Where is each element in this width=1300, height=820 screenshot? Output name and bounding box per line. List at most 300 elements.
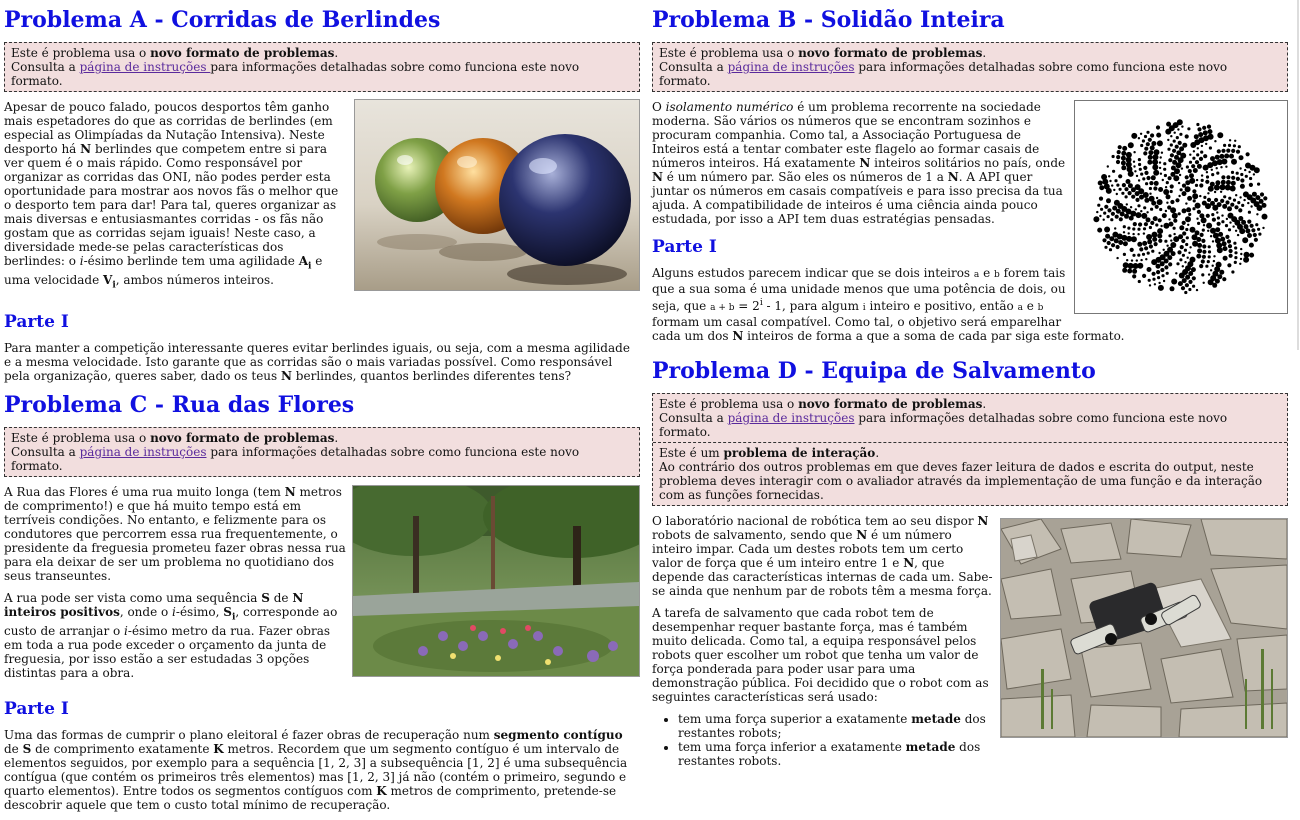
var: N — [859, 156, 871, 170]
spiral-dot — [1166, 202, 1168, 204]
bold-text: N inteiros positivos — [4, 590, 304, 619]
spiral-dot — [1193, 199, 1196, 202]
spiral-dot — [1207, 260, 1210, 263]
spiral-dot — [1128, 142, 1134, 148]
spiral-dot — [1255, 223, 1258, 226]
spiral-dot — [1123, 231, 1125, 233]
spiral-dot — [1104, 246, 1107, 249]
spiral-dot — [1201, 273, 1204, 276]
text: metros de comprimento!) e que há muito tempo está em terríveis condições. No entanto, e felizmente para os condutores que percorrem essa rua frequentemente, o presidente da freguesia prometeu fazer obras nessa rua para ela deixar de ser um problema no quotidiano dos seus transeuntes. — [4, 484, 346, 583]
spiral-dot — [1231, 176, 1235, 180]
spiral-dot — [1109, 180, 1111, 182]
spiral-dot — [1189, 246, 1191, 248]
var: S — [223, 604, 232, 619]
spiral-dot — [1112, 206, 1117, 211]
spiral-dot — [1196, 218, 1198, 220]
text: formam um casal compatível. Como tal, o objetivo será emparelhar cada um dos — [652, 315, 1062, 343]
spiral-dot — [1157, 228, 1163, 234]
var: S — [22, 742, 32, 757]
spiral-dot — [1140, 210, 1142, 212]
spiral-dot — [1237, 201, 1240, 204]
spiral-dot — [1230, 186, 1236, 192]
spiral-dot — [1111, 243, 1115, 247]
spiral-dot — [1202, 250, 1206, 254]
spiral-dot — [1189, 173, 1194, 178]
spiral-dot — [1249, 253, 1254, 258]
spiral-dot — [1178, 281, 1183, 286]
spiral-dot — [1217, 149, 1221, 153]
spiral-dot — [1229, 139, 1231, 141]
notice-text: . — [875, 446, 880, 460]
spiral-dot — [1212, 265, 1214, 267]
notice-text: Consulta a — [659, 60, 728, 74]
spiral-dot — [1170, 135, 1172, 137]
spiral-dot — [1240, 184, 1245, 189]
spiral-dot — [1182, 221, 1186, 225]
spiral-dot — [1137, 242, 1142, 247]
spiral-dot — [1166, 181, 1169, 184]
spiral-dot — [1193, 150, 1195, 152]
text: - 1, para algum — [762, 299, 863, 313]
spiral-dot — [1127, 227, 1130, 230]
spiral-dot — [1180, 188, 1183, 191]
var: i — [124, 624, 128, 639]
spiral-dot — [1111, 184, 1113, 186]
spiral-dot — [1116, 257, 1118, 259]
spiral-dot — [1163, 189, 1169, 195]
spiral-dot — [1098, 181, 1103, 186]
spiral-dot — [1117, 150, 1121, 154]
spiral-dot — [1208, 255, 1211, 258]
spiral-dot — [1182, 143, 1187, 148]
spiral-dot — [1119, 188, 1122, 191]
spiral-dot — [1181, 167, 1183, 169]
spiral-dot — [1159, 161, 1161, 163]
spiral-dot — [1213, 255, 1215, 257]
spiral-dot — [1215, 180, 1220, 185]
spiral-dot — [1240, 248, 1242, 250]
spiral-dot — [1196, 237, 1201, 242]
spiral-dot — [1196, 179, 1198, 181]
spiral-dot — [1163, 162, 1166, 165]
spiral-dot — [1221, 175, 1225, 179]
spiral-dot — [1251, 228, 1255, 232]
text: = 2 — [734, 299, 760, 313]
spiral-dot — [1174, 155, 1179, 160]
spiral-dot — [1151, 250, 1154, 253]
spiral-dot — [1133, 161, 1135, 163]
spiral-dot — [1202, 244, 1206, 248]
spiral-dot — [1138, 222, 1142, 226]
spiral-dot — [1248, 171, 1250, 173]
spiral-dot — [1254, 238, 1258, 242]
spiral-dot — [1220, 191, 1222, 193]
spiral-dot — [1210, 156, 1215, 161]
spiral-dot — [1229, 154, 1234, 159]
spiral-dot — [1157, 199, 1163, 205]
spiral-dot — [1246, 152, 1250, 156]
spiral-dot — [1234, 246, 1237, 249]
spiral-dot — [1112, 232, 1118, 238]
problem-c-title: Problema C - Rua das Flores — [4, 391, 355, 418]
spiral-dot — [1150, 133, 1154, 137]
spiral-dot — [1235, 194, 1237, 196]
spiral-dot — [1201, 174, 1203, 176]
spiral-dot — [1236, 150, 1240, 154]
spiral-dot — [1173, 227, 1176, 230]
spiral-dot — [1111, 212, 1115, 216]
spiral-dot — [1227, 263, 1231, 267]
spiral-dot — [1184, 291, 1187, 294]
spiral-dot — [1177, 250, 1181, 254]
spiral-dot — [1144, 198, 1149, 203]
spiral-dot — [1140, 133, 1142, 135]
spiral-dot — [1165, 210, 1167, 212]
spiral-dot — [1149, 196, 1155, 202]
var: b — [994, 270, 1000, 280]
spiral-dot — [1233, 144, 1236, 147]
spiral-dot — [1110, 218, 1113, 221]
text: A Rua das Flores é uma rua muito longa (tem — [4, 484, 285, 499]
spiral-dot — [1166, 194, 1171, 199]
spiral-dot — [1102, 238, 1106, 242]
text: A rua pode ser vista como uma sequência — [4, 590, 262, 605]
spiral-dot — [1173, 219, 1177, 223]
spiral-dot — [1167, 255, 1172, 260]
problem-b-title: Problema B - Solidão Inteira — [652, 7, 1005, 33]
spiral-dot — [1250, 205, 1252, 207]
spiral-dot — [1263, 196, 1267, 200]
spiral-dot — [1181, 239, 1185, 243]
spiral-dot — [1144, 246, 1148, 250]
spiral-dot — [1207, 198, 1211, 202]
spiral-dot — [1196, 254, 1201, 259]
notice-bold: problema de interação — [723, 446, 876, 460]
text: e — [1022, 299, 1038, 313]
spiral-dot — [1156, 133, 1161, 138]
spiral-dot — [1213, 260, 1215, 262]
spiral-dot — [1122, 146, 1127, 151]
spiral-dot — [1260, 192, 1264, 196]
spiral-dot — [1250, 224, 1254, 228]
text: inteiro e positivo, então — [865, 299, 1018, 313]
spiral-dot — [1219, 154, 1224, 159]
spiral-dot — [1106, 198, 1111, 203]
spiral-dot — [1168, 176, 1172, 180]
spiral-dot — [1207, 230, 1209, 232]
spiral-dot — [1164, 240, 1167, 243]
spiral-dot — [1159, 167, 1161, 169]
spiral-dot — [1140, 259, 1142, 261]
spiral-dot — [1132, 274, 1136, 278]
spiral-dot — [1249, 177, 1252, 180]
spiral-dot — [1160, 268, 1164, 272]
spiral-dot — [1179, 273, 1185, 279]
text: é um número par. São eles os números de 1 a — [662, 170, 948, 184]
spiral-dot — [1126, 259, 1128, 261]
spiral-dot — [1142, 274, 1146, 278]
spiral-dot — [1234, 261, 1237, 264]
spiral-dot — [1256, 213, 1258, 215]
notice-bold: novo formato de problemas — [798, 397, 983, 411]
spiral-dot — [1197, 243, 1202, 248]
text: Para manter a competição interessante queres evitar berlindes iguais, ou seja, com a mesma agilidade e a mesma velocidade. Isto garante que as corridas são o mais variadas possível. Como responsável pela organização, queres saber, dado os teus — [4, 340, 630, 383]
spiral-dot — [1222, 241, 1227, 246]
spiral-dot — [1149, 193, 1151, 195]
spiral-dot — [1133, 222, 1137, 226]
spiral-dot — [1097, 204, 1100, 207]
spiral-dot — [1152, 278, 1155, 281]
text: de — [4, 742, 23, 757]
spiral-dot — [1143, 206, 1146, 209]
spiral-dot — [1198, 132, 1203, 137]
spiral-dot — [1231, 171, 1234, 174]
spiral-dot — [1121, 165, 1126, 170]
spiral-dot — [1143, 232, 1145, 234]
spiral-dot — [1229, 221, 1231, 223]
spiral-dot — [1115, 215, 1119, 219]
spiral-dot — [1192, 207, 1195, 210]
spiral-dot — [1247, 202, 1249, 204]
spiral-dot — [1176, 136, 1179, 139]
spiral-dot — [1147, 160, 1152, 165]
spiral-dot — [1208, 129, 1213, 134]
spiral-dot — [1146, 234, 1152, 240]
spiral-dot — [1240, 173, 1243, 176]
var: i — [172, 604, 176, 619]
spiral-dot — [1197, 222, 1200, 225]
var: i — [79, 254, 84, 268]
var: a — [1017, 303, 1023, 313]
spiral-dot — [1170, 190, 1173, 193]
spiral-dot — [1187, 224, 1189, 226]
spiral-dot — [1230, 203, 1234, 207]
text: , que depende das características internas de cada um. Sabe-se ainda que nenhum par de robots têm a mesma força. — [652, 556, 993, 598]
spiral-dot — [1152, 237, 1157, 242]
text: metros de comprimento, pretende-se descobrir aquele que tem o custo total mínimo de recuperação. — [4, 784, 617, 813]
spiral-dot — [1122, 183, 1126, 187]
spiral-dot — [1235, 230, 1237, 232]
notice-bold: novo formato de problemas — [798, 46, 983, 60]
spiral-dot — [1123, 225, 1126, 228]
text: forem tais que a sua soma é uma unidade menos que uma potência de dois, ou seja, que — [652, 266, 1066, 313]
text: berlindes que competem entre si para ver quem é o mais rápido. Como responsável por organizar as corridas das ONI, não podes perder esta oportunidade para mostrar aos novos fãs o melhor que o desporto tem para dar! Para tal, queres organizar as mais diversas e entusiasmantes corridas - os fãs não gostam que as corridas sejam iguais! Neste caso, a diversidade mede-se pelas características dos berlindes: o — [4, 142, 339, 268]
spiral-dot — [1148, 279, 1151, 282]
spiral-dot — [1238, 208, 1242, 212]
spiral-dot — [1229, 249, 1233, 253]
spiral-dot — [1236, 177, 1240, 181]
spiral-dot — [1160, 225, 1162, 227]
spiral-dot — [1104, 227, 1110, 233]
instructions-link[interactable]: página de instruções — [79, 60, 211, 74]
spiral-dot — [1181, 125, 1183, 127]
spiral-dot — [1156, 197, 1158, 199]
spiral-dot — [1201, 145, 1203, 147]
spiral-dot — [1212, 240, 1214, 242]
spiral-dot — [1178, 182, 1180, 184]
spiral-dot — [1248, 211, 1251, 214]
instructions-link[interactable]: página de instruções — [727, 411, 855, 425]
spiral-dot — [1217, 247, 1223, 253]
spiral-dot — [1212, 218, 1216, 222]
spiral-dot — [1121, 192, 1124, 195]
notice-text: para informações detalhadas sobre como funciona este novo formato. — [11, 60, 580, 88]
spiral-dot — [1182, 265, 1184, 267]
spiral-dot — [1136, 259, 1138, 261]
spiral-dot — [1158, 239, 1162, 243]
spiral-dot — [1223, 256, 1228, 261]
text: Uma das formas de cumprir o plano eleitoral é fazer obras de recuperação num — [4, 728, 494, 743]
notice-text: Este é problema usa o — [11, 46, 151, 60]
var: K — [376, 784, 387, 799]
bold-text: segmento contíguo — [493, 728, 623, 743]
spiral-dot — [1216, 211, 1218, 213]
var: i — [862, 303, 866, 313]
spiral-dot — [1175, 198, 1179, 202]
spiral-dot — [1166, 122, 1171, 127]
spiral-dot — [1243, 199, 1245, 201]
spiral-dot — [1170, 184, 1174, 188]
spiral-dot — [1170, 153, 1174, 157]
text: dos restantes robots. — [678, 740, 981, 768]
spiral-dot — [1149, 244, 1153, 248]
spiral-dot — [1133, 151, 1135, 153]
notice-bold: novo formato de problemas — [150, 46, 335, 60]
spiral-dot — [1220, 166, 1222, 168]
instructions-link[interactable]: página de instruções — [727, 60, 855, 74]
var: S — [261, 590, 270, 605]
spiral-dot — [1103, 219, 1105, 221]
spiral-dot — [1182, 254, 1185, 257]
spiral-dot — [1190, 227, 1196, 233]
spiral-dot — [1138, 179, 1140, 181]
spiral-dot — [1240, 258, 1242, 260]
spiral-dot — [1215, 279, 1220, 284]
text: O — [652, 100, 666, 114]
text: Alguns estudos parecem indicar que se dois inteiros — [652, 266, 974, 280]
notice-text: . — [334, 46, 339, 60]
spiral-dot — [1217, 222, 1221, 226]
problem-d-format-notice — [652, 393, 1288, 506]
var: K — [213, 742, 224, 757]
spiral-dot — [1142, 139, 1145, 142]
spiral-dot — [1160, 173, 1162, 175]
spiral-dot — [1161, 152, 1163, 154]
spiral-dot — [1228, 197, 1231, 200]
spiral-dot — [1234, 256, 1237, 259]
spiral-dot — [1197, 147, 1199, 149]
problem-c-part-text — [4, 728, 640, 812]
spiral-dot — [1224, 154, 1229, 159]
spiral-dot — [1249, 183, 1253, 187]
spiral-dot — [1215, 155, 1220, 160]
spiral-dot — [1231, 270, 1234, 273]
spiral-dot — [1239, 263, 1241, 265]
spiral-dot — [1199, 195, 1201, 197]
spiral-dot — [1140, 144, 1143, 147]
spiral-dot — [1122, 268, 1127, 273]
spiral-dot — [1170, 143, 1173, 146]
spiral-dot — [1192, 189, 1196, 193]
text: , onde o — [119, 604, 173, 619]
spiral-dot — [1116, 193, 1118, 195]
spiral-dot — [1152, 232, 1158, 238]
spiral-dot — [1137, 228, 1140, 231]
spiral-dot — [1131, 259, 1133, 261]
spiral-dot — [1172, 213, 1178, 219]
spiral-dot — [1181, 286, 1185, 290]
spiral-dot — [1191, 164, 1195, 168]
spiral-dot — [1221, 149, 1225, 153]
spiral-dot — [1146, 211, 1148, 213]
spiral-dot — [1249, 243, 1254, 248]
spiral-svg — [1075, 101, 1287, 313]
spiral-dot — [1171, 166, 1176, 171]
spiral-dot — [1100, 208, 1103, 211]
left-column — [4, 0, 640, 820]
spiral-dot — [1156, 264, 1161, 269]
spiral-dot — [1220, 237, 1225, 242]
spiral-dot — [1247, 233, 1252, 238]
problem-b-format-notice — [652, 42, 1288, 92]
notice-divider — [653, 442, 1287, 443]
spiral-dot — [1201, 239, 1205, 243]
text: dos restantes robots; — [678, 712, 986, 740]
spiral-dot — [1182, 184, 1186, 188]
spiral-dot — [1132, 233, 1134, 235]
spiral-dot — [1221, 220, 1224, 223]
text: O laboratório nacional de robótica tem ao seu dispor — [652, 514, 978, 528]
spiral-dot — [1205, 180, 1209, 184]
spiral-dot — [1164, 174, 1167, 177]
spiral-dot — [1128, 183, 1133, 188]
spiral-dot — [1184, 249, 1187, 252]
spiral-dot — [1153, 186, 1157, 190]
spiral-dot — [1173, 236, 1179, 242]
problem-c-format-notice — [4, 427, 640, 477]
spiral-dot — [1184, 261, 1186, 263]
spiral-dot — [1138, 137, 1140, 139]
instructions-link[interactable]: página de instruções — [79, 444, 207, 459]
spiral-dot — [1214, 185, 1220, 191]
text: . A API quer juntar os números em casais compatíveis e para isso precisa da tua ajuda. A compatibilidade de inteiros é uma ciência ainda pouco estudada, por isso a API tem duas estratégias pensadas. — [652, 170, 1063, 226]
spiral-dot — [1101, 174, 1107, 180]
spiral-dot — [1158, 285, 1164, 291]
spiral-dot — [1150, 221, 1154, 225]
spiral-dot — [1185, 216, 1191, 222]
spiral-dot — [1124, 214, 1129, 219]
spiral-dot — [1241, 220, 1246, 225]
spiral-dot — [1208, 186, 1214, 192]
spiral-dot — [1143, 151, 1147, 155]
spiral-dot — [1163, 168, 1166, 171]
spiral-dot — [1178, 212, 1181, 215]
spiral-dot — [1221, 180, 1226, 185]
spiral-dot — [1158, 282, 1160, 284]
spiral-dot — [1237, 234, 1239, 236]
spiral-dot — [1177, 128, 1179, 130]
spiral-dot — [1144, 222, 1148, 226]
spiral-dot — [1175, 145, 1179, 149]
spiral-dot — [1206, 223, 1212, 229]
spiral-dot — [1189, 161, 1192, 164]
spiral-dot — [1170, 286, 1175, 291]
spiral-dot — [1242, 237, 1248, 243]
spiral-dot — [1135, 208, 1137, 210]
spiral-dot — [1231, 181, 1236, 186]
spiral-dot — [1170, 200, 1174, 204]
spiral-dot — [1177, 119, 1183, 125]
